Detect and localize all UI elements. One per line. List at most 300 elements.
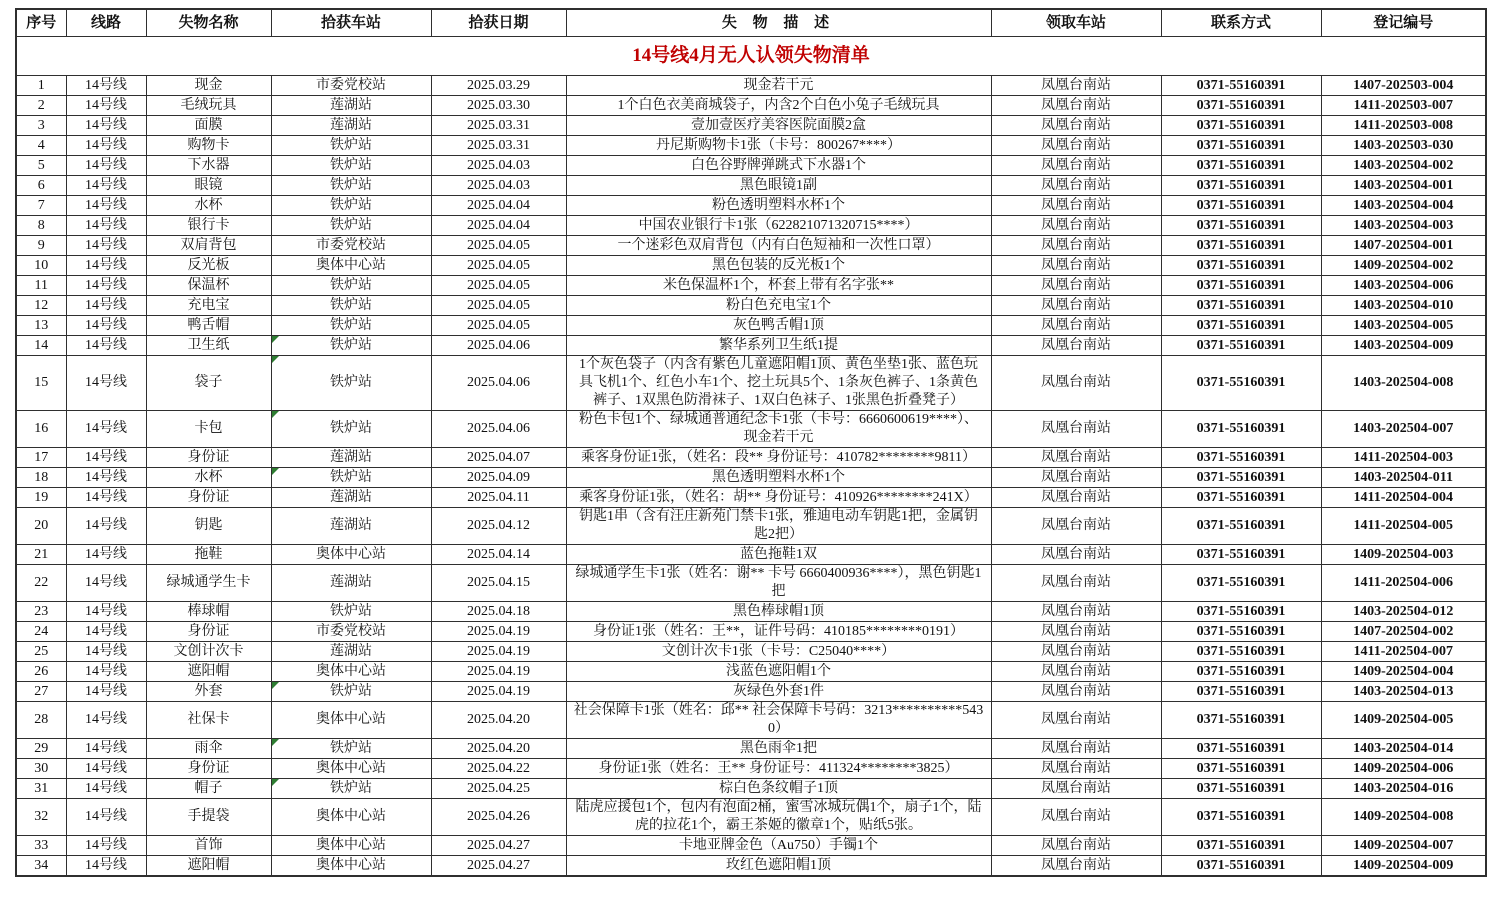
cell-found-date: 2025.04.05 [431,236,566,256]
cell-serial-number: 5 [16,156,66,176]
cell-description: 绿城通学生卡1张（姓名：谢** 卡号 6660400936****），黑色钥匙1把 [566,565,991,602]
cell-pickup-station: 凤凰台南站 [991,836,1161,856]
cell-line: 14号线 [66,156,146,176]
cell-found-station: 铁炉站 [271,356,431,411]
cell-item-name: 绿城通学生卡 [146,565,271,602]
cell-registration-number: 1403-202504-011 [1321,468,1486,488]
cell-contact-phone: 0371-55160391 [1161,468,1321,488]
cell-pickup-station: 凤凰台南站 [991,356,1161,411]
cell-serial-number: 28 [16,702,66,739]
cell-serial-number: 33 [16,836,66,856]
cell-registration-number: 1403-202504-013 [1321,682,1486,702]
cell-found-date: 2025.04.05 [431,256,566,276]
column-header-date: 拾获日期 [431,9,566,37]
table-row [16,759,1486,779]
cell-found-station: 奥体中心站 [271,545,431,565]
cell-registration-number: 1407-202503-004 [1321,76,1486,96]
cell-description: 乘客身份证1张，（姓名：段** 身份证号：410782********9811） [566,448,991,468]
cell-item-name: 社保卡 [146,702,271,739]
cell-line: 14号线 [66,116,146,136]
cell-description: 中国农业银行卡1张（622821071320715****） [566,216,991,236]
cell-line: 14号线 [66,196,146,216]
cell-item-name: 水杯 [146,196,271,216]
cell-registration-number: 1409-202504-004 [1321,662,1486,682]
table-row [16,116,1486,136]
cell-serial-number: 21 [16,545,66,565]
cell-serial-number: 16 [16,411,66,448]
cell-item-name: 面膜 [146,116,271,136]
cell-contact-phone: 0371-55160391 [1161,448,1321,468]
cell-found-station: 铁炉站 [271,316,431,336]
cell-found-station: 铁炉站 [271,196,431,216]
table-row [16,622,1486,642]
cell-found-date: 2025.04.12 [431,508,566,545]
cell-serial-number: 13 [16,316,66,336]
cell-contact-phone: 0371-55160391 [1161,682,1321,702]
cell-found-station: 莲湖站 [271,565,431,602]
cell-description: 1个白色衣美商城袋子，内含2个白色小兔子毛绒玩具 [566,96,991,116]
cell-contact-phone: 0371-55160391 [1161,739,1321,759]
cell-registration-number: 1407-202504-001 [1321,236,1486,256]
cell-found-station: 莲湖站 [271,116,431,136]
table-row [16,799,1486,836]
cell-contact-phone: 0371-55160391 [1161,856,1321,877]
cell-pickup-station: 凤凰台南站 [991,316,1161,336]
cell-serial-number: 34 [16,856,66,877]
table-row [16,76,1486,96]
table-row [16,836,1486,856]
cell-found-date: 2025.04.18 [431,602,566,622]
cell-description: 黑色包装的反光板1个 [566,256,991,276]
cell-registration-number: 1403-202504-012 [1321,602,1486,622]
cell-description: 玫红色遮阳帽1顶 [566,856,991,877]
cell-description: 身份证1张（姓名：王**，证件号码：410185********0191） [566,622,991,642]
cell-line: 14号线 [66,602,146,622]
cell-line: 14号线 [66,488,146,508]
table-row [16,336,1486,356]
cell-description: 粉白色充电宝1个 [566,296,991,316]
cell-description: 文创计次卡1张（卡号：C25040****） [566,642,991,662]
cell-item-name: 首饰 [146,836,271,856]
cell-pickup-station: 凤凰台南站 [991,76,1161,96]
cell-description: 繁华系列卫生纸1提 [566,336,991,356]
lost-and-found-sheet [15,8,1485,877]
cell-description: 米色保温杯1个，杯套上带有名字张** [566,276,991,296]
cell-registration-number: 1409-202504-003 [1321,545,1486,565]
cell-line: 14号线 [66,216,146,236]
cell-pickup-station: 凤凰台南站 [991,602,1161,622]
cell-line: 14号线 [66,508,146,545]
cell-item-name: 身份证 [146,622,271,642]
cell-registration-number: 1409-202504-002 [1321,256,1486,276]
cell-line: 14号线 [66,468,146,488]
cell-contact-phone: 0371-55160391 [1161,76,1321,96]
cell-description: 壹加壹医疗美容医院面膜2盒 [566,116,991,136]
cell-found-date: 2025.04.20 [431,739,566,759]
cell-pickup-station: 凤凰台南站 [991,96,1161,116]
cell-line: 14号线 [66,411,146,448]
cell-pickup-station: 凤凰台南站 [991,759,1161,779]
cell-found-date: 2025.04.14 [431,545,566,565]
cell-pickup-station: 凤凰台南站 [991,488,1161,508]
cell-item-name: 文创计次卡 [146,642,271,662]
cell-found-date: 2025.04.05 [431,276,566,296]
cell-pickup-station: 凤凰台南站 [991,622,1161,642]
cell-pickup-station: 凤凰台南站 [991,799,1161,836]
cell-found-date: 2025.04.19 [431,662,566,682]
cell-contact-phone: 0371-55160391 [1161,176,1321,196]
cell-description: 蓝色拖鞋1双 [566,545,991,565]
table-row [16,136,1486,156]
cell-item-name: 钥匙 [146,508,271,545]
table-row [16,642,1486,662]
cell-registration-number: 1403-202504-014 [1321,739,1486,759]
cell-serial-number: 15 [16,356,66,411]
cell-found-date: 2025.04.15 [431,565,566,602]
table-row [16,779,1486,799]
lost-items-table-body [16,76,1486,877]
cell-line: 14号线 [66,76,146,96]
cell-found-date: 2025.04.05 [431,296,566,316]
cell-item-name: 水杯 [146,468,271,488]
table-row [16,176,1486,196]
cell-item-name: 保温杯 [146,276,271,296]
cell-item-name: 身份证 [146,488,271,508]
cell-contact-phone: 0371-55160391 [1161,602,1321,622]
cell-line: 14号线 [66,739,146,759]
cell-serial-number: 24 [16,622,66,642]
cell-description: 卡地亚牌金色（Au750）手镯1个 [566,836,991,856]
cell-line: 14号线 [66,622,146,642]
cell-pickup-station: 凤凰台南站 [991,448,1161,468]
cell-found-date: 2025.04.09 [431,468,566,488]
cell-found-date: 2025.04.05 [431,316,566,336]
cell-found-station: 莲湖站 [271,488,431,508]
cell-pickup-station: 凤凰台南站 [991,739,1161,759]
cell-found-date: 2025.04.11 [431,488,566,508]
table-row [16,296,1486,316]
cell-contact-phone: 0371-55160391 [1161,508,1321,545]
table-row [16,356,1486,411]
cell-contact-phone: 0371-55160391 [1161,316,1321,336]
cell-serial-number: 14 [16,336,66,356]
cell-pickup-station: 凤凰台南站 [991,682,1161,702]
cell-registration-number: 1403-202504-005 [1321,316,1486,336]
cell-serial-number: 31 [16,779,66,799]
cell-found-station: 铁炉站 [271,136,431,156]
cell-found-station: 奥体中心站 [271,702,431,739]
cell-line: 14号线 [66,565,146,602]
cell-serial-number: 19 [16,488,66,508]
cell-item-name: 鸭舌帽 [146,316,271,336]
cell-registration-number: 1409-202504-005 [1321,702,1486,739]
cell-line: 14号线 [66,276,146,296]
cell-contact-phone: 0371-55160391 [1161,236,1321,256]
cell-item-name: 身份证 [146,759,271,779]
cell-line: 14号线 [66,176,146,196]
cell-line: 14号线 [66,296,146,316]
cell-serial-number: 23 [16,602,66,622]
cell-item-name: 袋子 [146,356,271,411]
cell-pickup-station: 凤凰台南站 [991,468,1161,488]
cell-contact-phone: 0371-55160391 [1161,545,1321,565]
cell-line: 14号线 [66,96,146,116]
cell-item-name: 身份证 [146,448,271,468]
cell-pickup-station: 凤凰台南站 [991,156,1161,176]
cell-serial-number: 10 [16,256,66,276]
cell-item-name: 遮阳帽 [146,856,271,877]
cell-serial-number: 29 [16,739,66,759]
cell-registration-number: 1403-202504-010 [1321,296,1486,316]
cell-contact-phone: 0371-55160391 [1161,96,1321,116]
cell-found-station: 市委党校站 [271,622,431,642]
table-row [16,196,1486,216]
cell-item-name: 卡包 [146,411,271,448]
cell-found-date: 2025.03.30 [431,96,566,116]
cell-registration-number: 1403-202504-009 [1321,336,1486,356]
cell-pickup-station: 凤凰台南站 [991,508,1161,545]
cell-found-station: 铁炉站 [271,602,431,622]
cell-found-station: 铁炉站 [271,336,431,356]
table-row [16,702,1486,739]
cell-item-name: 双肩背包 [146,236,271,256]
cell-item-name: 充电宝 [146,296,271,316]
cell-line: 14号线 [66,356,146,411]
cell-found-station: 铁炉站 [271,176,431,196]
table-header [16,9,1486,37]
cell-contact-phone: 0371-55160391 [1161,336,1321,356]
cell-registration-number: 1407-202504-002 [1321,622,1486,642]
cell-pickup-station: 凤凰台南站 [991,411,1161,448]
cell-contact-phone: 0371-55160391 [1161,642,1321,662]
column-header-no: 序号 [16,9,66,37]
cell-pickup-station: 凤凰台南站 [991,702,1161,739]
cell-item-name: 棒球帽 [146,602,271,622]
cell-item-name: 购物卡 [146,136,271,156]
cell-item-name: 反光板 [146,256,271,276]
cell-found-station: 铁炉站 [271,216,431,236]
table-row [16,488,1486,508]
table-row [16,682,1486,702]
cell-pickup-station: 凤凰台南站 [991,236,1161,256]
cell-found-station: 市委党校站 [271,76,431,96]
cell-line: 14号线 [66,779,146,799]
cell-found-station: 奥体中心站 [271,662,431,682]
cell-found-date: 2025.04.19 [431,642,566,662]
cell-registration-number: 1403-202504-002 [1321,156,1486,176]
cell-found-station: 铁炉站 [271,296,431,316]
table-row [16,236,1486,256]
table-row [16,156,1486,176]
cell-serial-number: 1 [16,76,66,96]
cell-line: 14号线 [66,316,146,336]
cell-description: 灰绿色外套1件 [566,682,991,702]
cell-line: 14号线 [66,662,146,682]
cell-found-date: 2025.03.29 [431,76,566,96]
cell-found-date: 2025.04.20 [431,702,566,739]
cell-serial-number: 6 [16,176,66,196]
cell-found-date: 2025.04.22 [431,759,566,779]
cell-found-station: 市委党校站 [271,236,431,256]
cell-serial-number: 27 [16,682,66,702]
table-row [16,565,1486,602]
table-title-row [16,37,1486,76]
cell-registration-number: 1403-202504-004 [1321,196,1486,216]
cell-item-name: 银行卡 [146,216,271,236]
cell-description: 1个灰色袋子（内含有紫色儿童遮阳帽1顶、黄色坐垫1张、蓝色玩具飞机1个、红色小车1个、挖土玩具5个、1条灰色裤子、1条黄色裤子、1双黑色防滑袜子、1双白色袜子、1张黑色折叠凳子） [566,356,991,411]
cell-contact-phone: 0371-55160391 [1161,759,1321,779]
cell-line: 14号线 [66,836,146,856]
cell-found-station: 莲湖站 [271,642,431,662]
cell-found-station: 奥体中心站 [271,799,431,836]
cell-pickup-station: 凤凰台南站 [991,196,1161,216]
page-title: 14号线4月无人认领失物清单 [16,37,1486,76]
cell-item-name: 外套 [146,682,271,702]
cell-registration-number: 1403-202503-030 [1321,136,1486,156]
column-header-pickup: 领取车站 [991,9,1161,37]
cell-line: 14号线 [66,448,146,468]
cell-registration-number: 1411-202504-004 [1321,488,1486,508]
cell-registration-number: 1409-202504-007 [1321,836,1486,856]
cell-found-station: 莲湖站 [271,96,431,116]
cell-contact-phone: 0371-55160391 [1161,356,1321,411]
cell-description: 黑色眼镜1副 [566,176,991,196]
table-row [16,448,1486,468]
cell-found-date: 2025.04.19 [431,682,566,702]
table-row [16,276,1486,296]
cell-serial-number: 9 [16,236,66,256]
cell-description: 灰色鸭舌帽1顶 [566,316,991,336]
cell-pickup-station: 凤凰台南站 [991,642,1161,662]
cell-description: 白色谷野牌弹跳式下水器1个 [566,156,991,176]
column-header-contact: 联系方式 [1161,9,1321,37]
cell-pickup-station: 凤凰台南站 [991,662,1161,682]
cell-description: 现金若干元 [566,76,991,96]
cell-registration-number: 1403-202504-001 [1321,176,1486,196]
cell-serial-number: 4 [16,136,66,156]
table-row [16,739,1486,759]
cell-pickup-station: 凤凰台南站 [991,296,1161,316]
cell-serial-number: 25 [16,642,66,662]
cell-pickup-station: 凤凰台南站 [991,276,1161,296]
cell-line: 14号线 [66,702,146,739]
cell-contact-phone: 0371-55160391 [1161,116,1321,136]
cell-pickup-station: 凤凰台南站 [991,176,1161,196]
cell-registration-number: 1403-202504-006 [1321,276,1486,296]
cell-found-station: 铁炉站 [271,156,431,176]
cell-pickup-station: 凤凰台南站 [991,856,1161,877]
cell-registration-number: 1409-202504-006 [1321,759,1486,779]
cell-contact-phone: 0371-55160391 [1161,779,1321,799]
cell-line: 14号线 [66,256,146,276]
cell-found-station: 莲湖站 [271,508,431,545]
cell-found-station: 铁炉站 [271,411,431,448]
cell-found-station: 奥体中心站 [271,836,431,856]
cell-found-date: 2025.04.07 [431,448,566,468]
cell-registration-number: 1403-202504-007 [1321,411,1486,448]
cell-line: 14号线 [66,759,146,779]
cell-serial-number: 32 [16,799,66,836]
column-header-description: 失 物 描 述 [566,9,991,37]
cell-item-name: 毛绒玩具 [146,96,271,116]
cell-pickup-station: 凤凰台南站 [991,779,1161,799]
cell-description: 粉色卡包1个、绿城通普通纪念卡1张（卡号：6660600619****）、现金若干元 [566,411,991,448]
cell-description: 身份证1张（姓名：王** 身份证号：411324********3825） [566,759,991,779]
column-header-item: 失物名称 [146,9,271,37]
cell-line: 14号线 [66,682,146,702]
cell-found-station: 铁炉站 [271,779,431,799]
cell-found-date: 2025.04.06 [431,411,566,448]
cell-found-date: 2025.04.04 [431,216,566,236]
cell-line: 14号线 [66,236,146,256]
table-row [16,468,1486,488]
column-header-reg: 登记编号 [1321,9,1486,37]
cell-pickup-station: 凤凰台南站 [991,545,1161,565]
column-header-line: 线路 [66,9,146,37]
cell-line: 14号线 [66,336,146,356]
cell-description: 陆虎应援包1个，包内有泡面2桶，蜜雪冰城玩偶1个，扇子1个，陆虎的拉花1个，霸王茶姬的徽章1个，贴纸5张。 [566,799,991,836]
cell-pickup-station: 凤凰台南站 [991,216,1161,236]
cell-item-name: 手提袋 [146,799,271,836]
cell-found-date: 2025.04.27 [431,856,566,877]
cell-description: 丹尼斯购物卡1张（卡号：800267****） [566,136,991,156]
cell-item-name: 帽子 [146,779,271,799]
cell-contact-phone: 0371-55160391 [1161,196,1321,216]
cell-serial-number: 30 [16,759,66,779]
cell-found-date: 2025.04.03 [431,156,566,176]
cell-pickup-station: 凤凰台南站 [991,565,1161,602]
cell-pickup-station: 凤凰台南站 [991,136,1161,156]
cell-serial-number: 2 [16,96,66,116]
cell-line: 14号线 [66,799,146,836]
cell-contact-phone: 0371-55160391 [1161,488,1321,508]
cell-item-name: 现金 [146,76,271,96]
cell-serial-number: 18 [16,468,66,488]
cell-contact-phone: 0371-55160391 [1161,296,1321,316]
cell-description: 粉色透明塑料水杯1个 [566,196,991,216]
cell-serial-number: 26 [16,662,66,682]
cell-description: 黑色雨伞1把 [566,739,991,759]
cell-registration-number: 1411-202503-008 [1321,116,1486,136]
cell-line: 14号线 [66,856,146,877]
cell-contact-phone: 0371-55160391 [1161,136,1321,156]
cell-found-station: 莲湖站 [271,448,431,468]
cell-found-station: 铁炉站 [271,468,431,488]
cell-description: 浅蓝色遮阳帽1个 [566,662,991,682]
cell-found-station: 铁炉站 [271,739,431,759]
cell-contact-phone: 0371-55160391 [1161,662,1321,682]
cell-serial-number: 3 [16,116,66,136]
table-row [16,256,1486,276]
cell-item-name: 遮阳帽 [146,662,271,682]
table-row [16,508,1486,545]
cell-found-date: 2025.04.06 [431,356,566,411]
cell-contact-phone: 0371-55160391 [1161,565,1321,602]
cell-contact-phone: 0371-55160391 [1161,276,1321,296]
cell-description: 社会保障卡1张（姓名：邱** 社会保障卡号码：3213**********5430） [566,702,991,739]
cell-registration-number: 1403-202504-008 [1321,356,1486,411]
cell-description: 黑色棒球帽1顶 [566,602,991,622]
cell-serial-number: 11 [16,276,66,296]
cell-contact-phone: 0371-55160391 [1161,702,1321,739]
cell-registration-number: 1403-202504-016 [1321,779,1486,799]
cell-pickup-station: 凤凰台南站 [991,256,1161,276]
cell-contact-phone: 0371-55160391 [1161,156,1321,176]
cell-serial-number: 7 [16,196,66,216]
cell-description: 棕白色条纹帽子1顶 [566,779,991,799]
cell-contact-phone: 0371-55160391 [1161,622,1321,642]
cell-item-name: 拖鞋 [146,545,271,565]
